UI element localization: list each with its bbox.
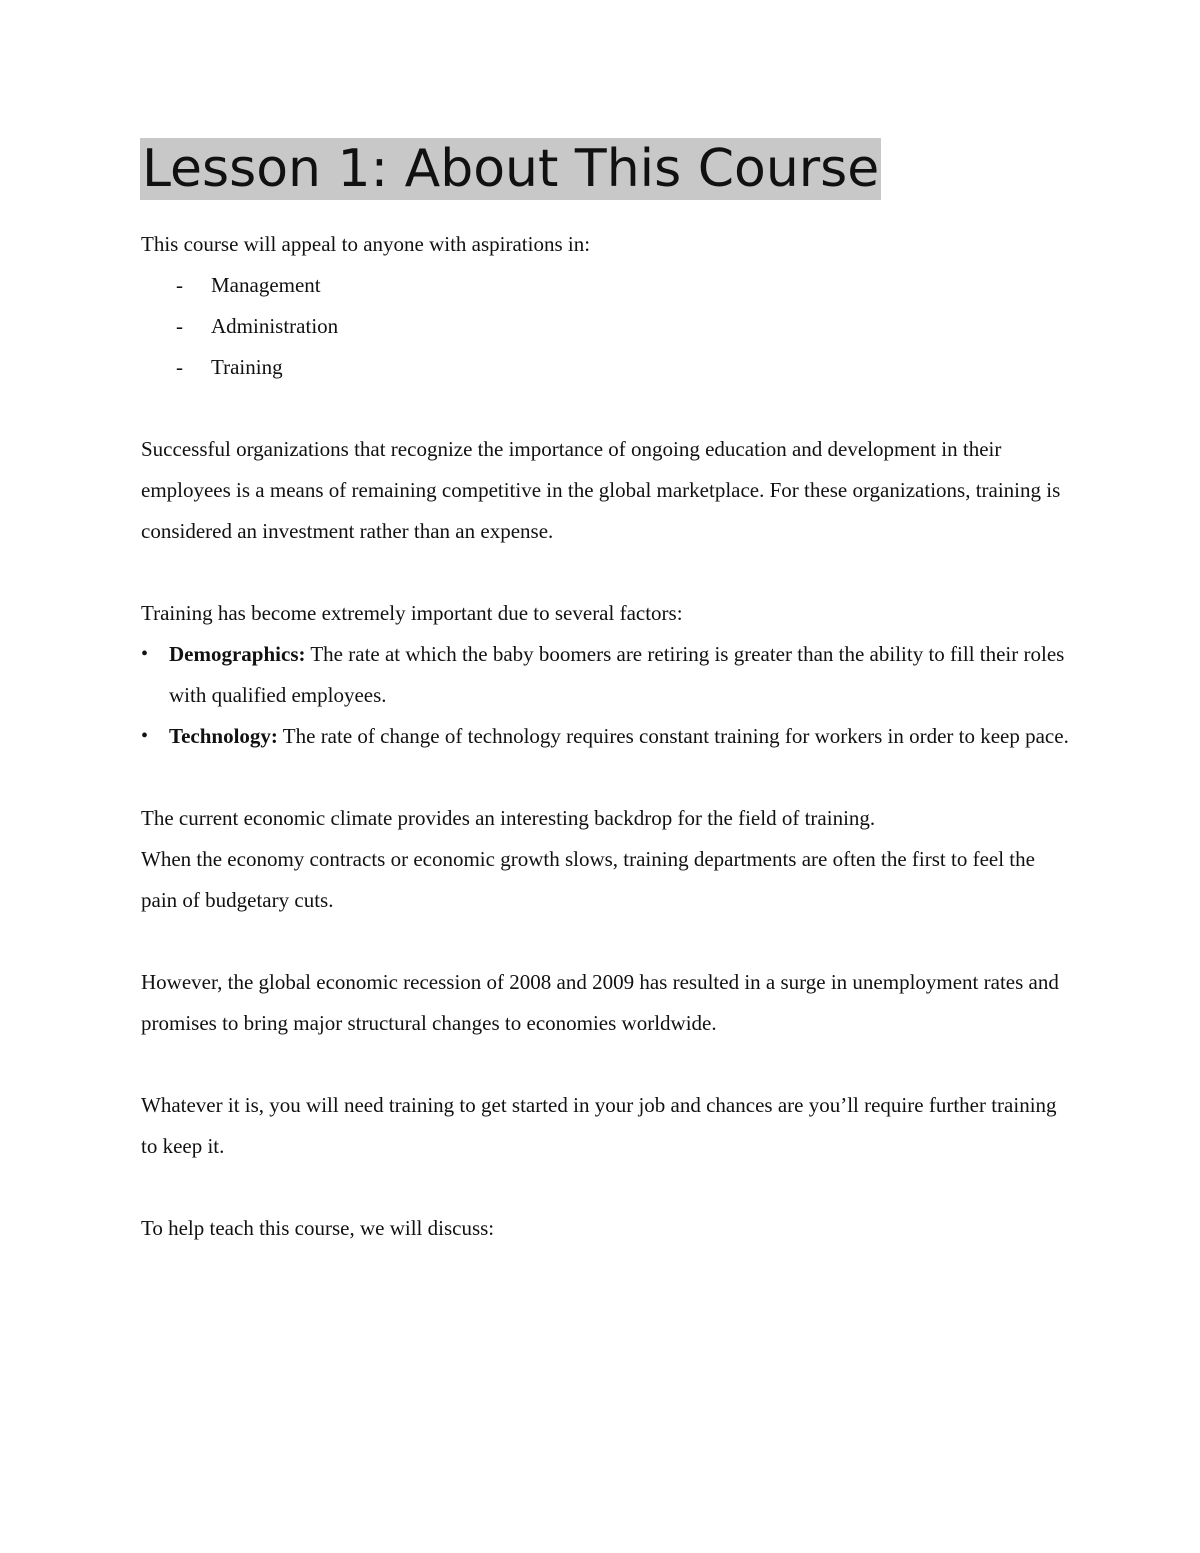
factor-text: The rate at which the baby boomers are retiring is greater than the ability to fill their roles with qualified employees. (169, 642, 1065, 707)
list-item-label: Training (211, 355, 283, 379)
list-item (141, 716, 1071, 757)
dash-marker: - (176, 273, 183, 297)
factor-term: Technology: (169, 724, 278, 748)
list-item (141, 306, 1071, 347)
bullet-marker: • (141, 643, 149, 665)
spacer (141, 1167, 1071, 1208)
spacer (141, 388, 1071, 429)
spacer (141, 921, 1071, 962)
paragraph-economic-climate: The current economic climate provides an interesting backdrop for the field of training. (141, 806, 876, 830)
intro-text: This course will appeal to anyone with aspirations in: (141, 232, 591, 256)
paragraph-discuss: To help teach this course, we will discuss: (141, 1216, 495, 1240)
paragraph-economy-contracts: When the economy contracts or economic growth slows, training departments are often the first to feel the pain of budgetary cuts. (141, 847, 1035, 912)
list-item (141, 347, 1071, 388)
spacer (141, 757, 1071, 798)
aspirations-list (141, 265, 1071, 388)
list-item (141, 265, 1071, 306)
list-item-label: Management (211, 273, 321, 297)
dash-marker: - (176, 314, 183, 338)
paragraph-training-needed: Whatever it is, you will need training to get started in your job and chances are you’ll require further training to keep it. (141, 1093, 1057, 1158)
spacer (141, 1044, 1071, 1085)
spacer (141, 552, 1071, 593)
factors-list (141, 634, 1071, 757)
list-item (141, 634, 1071, 716)
factor-term: Demographics: (169, 642, 306, 666)
dash-marker: - (176, 355, 183, 379)
page-title: Lesson 1: About This Course (142, 139, 880, 199)
factors-intro: Training has become extremely important due to several factors: (141, 601, 683, 625)
document-content (141, 138, 1071, 1249)
list-item-label: Administration (211, 314, 339, 338)
factor-text: The rate of change of technology requires constant training for workers in order to keep pace. (277, 724, 1069, 748)
paragraph-recession: However, the global economic recession of 2008 and 2009 has resulted in a surge in unemployment rates and promises to bring major structural changes to economies worldwide. (141, 970, 1059, 1035)
paragraph-organizations: Successful organizations that recognize the importance of ongoing education and development in their employees is a means of remaining competitive in the global marketplace. For these organizations, training is considered an investment rather than an expense. (141, 437, 1061, 543)
bullet-marker: • (141, 725, 149, 747)
